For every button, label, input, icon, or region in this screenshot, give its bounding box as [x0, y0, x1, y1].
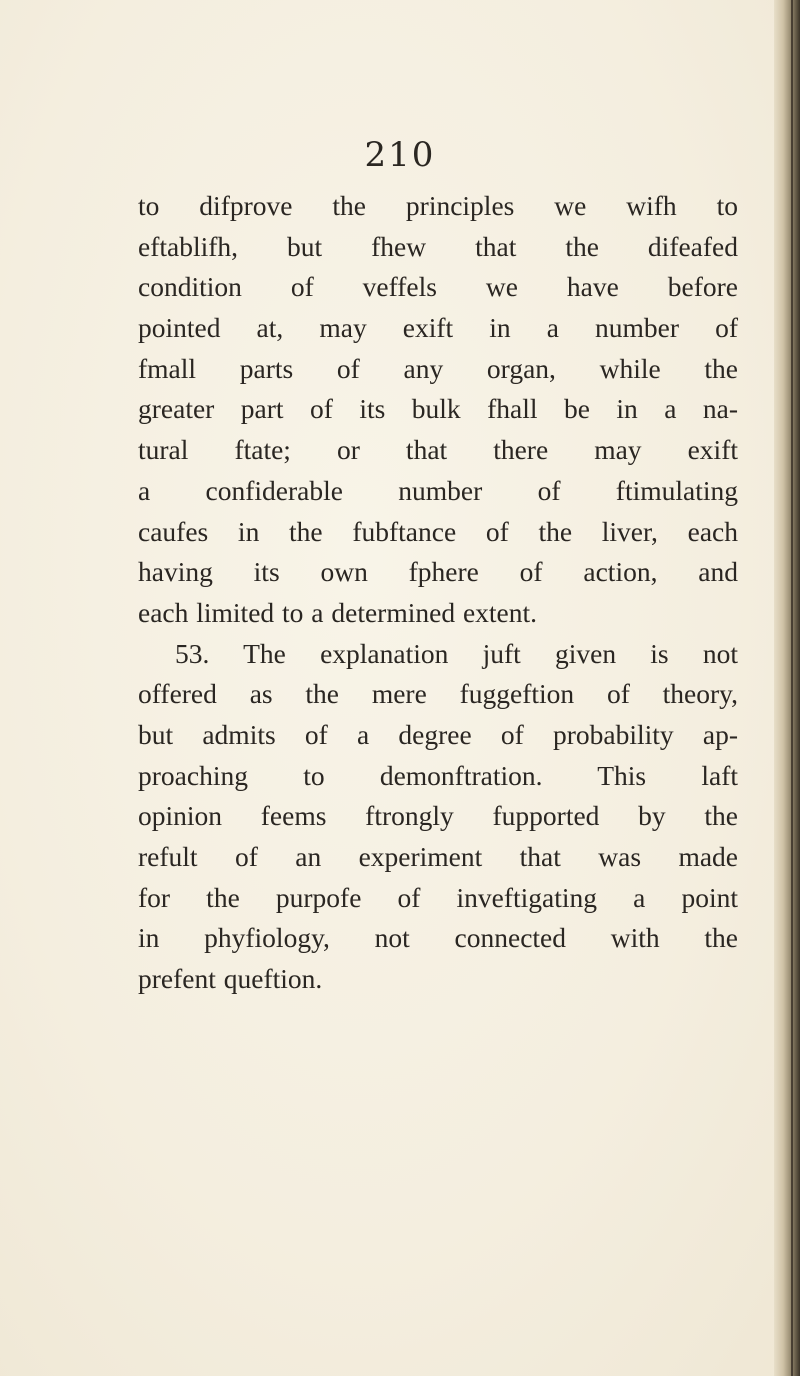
text-line: eftablifh, but fhew that the difeafed — [138, 230, 738, 262]
text-line: each limited to a determined extent. — [138, 596, 538, 628]
text-line: having its own fphere of action, and — [138, 556, 738, 588]
page-binding-edge — [774, 0, 800, 1376]
text-line: condition of veffels we have before — [138, 271, 738, 303]
text-line: opinion feems ftrongly fupported by the — [138, 800, 738, 832]
text-line: refult of an experiment that was made — [138, 841, 738, 872]
text-line: for the purpofe of inveftigating a point — [138, 881, 738, 913]
text-line: pointed at, may exift in a number of — [138, 312, 738, 344]
text-line: to difprove the principles we wifh to — [138, 190, 738, 221]
binding-line — [791, 0, 793, 1376]
body-text — [138, 186, 738, 1000]
text-line: tural ftate; or that there may exift — [138, 434, 738, 466]
page-number: 210 — [364, 135, 436, 175]
text-line: greater part of its bulk fhall be in a na- — [138, 393, 738, 425]
text-line: fmall parts of any organ, while the — [138, 352, 738, 384]
text-line: prefent queftion. — [138, 963, 323, 995]
text-line: a confiderable number of ftimulating — [138, 474, 738, 506]
text-line: offered as the mere fuggeftion of theory, — [138, 678, 738, 710]
text-line: caufes in the fubftance of the liver, each — [138, 515, 738, 547]
text-line: but admits of a degree of probability ap- — [138, 718, 738, 750]
text-line: proaching to demonftration. This laft — [138, 759, 738, 791]
text-line: in phyfiology, not connected with the — [138, 922, 738, 954]
paragraph-start-line: 53. The explanation juft given is not — [175, 637, 738, 669]
